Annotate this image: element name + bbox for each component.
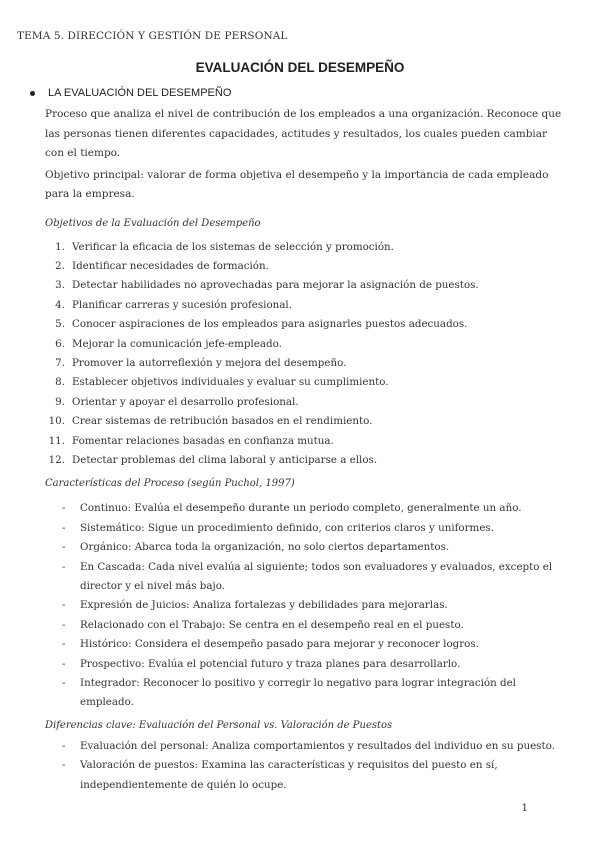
item-text: Establecer objetivos individuales y evaluar su cumplimiento. [72,376,389,389]
item-text: Mejorar la comunicación jefe-empleado. [72,337,282,350]
differences-list [28,737,568,795]
dash-marker: - [62,759,66,772]
objective-item [28,315,568,334]
item-text: Expresión de Juicios: Analiza fortalezas y debilidades para mejorarlas. [80,599,448,612]
dash-marker: - [62,657,66,670]
page-title: EVALUACIÓN DEL DESEMPEÑO [195,60,405,75]
characteristic-item [28,538,568,557]
objective-item [28,335,568,354]
dash-marker: - [62,502,66,515]
section-heading-text: LA EVALUACIÓN DEL DESEMPEÑO [48,87,232,99]
intro-paragraph: Proceso que analiza el nivel de contribución de los empleados a una organización. Reconoce que las personas tienen diferentes capacidades, actitudes y resultados, los cuales pueden cambiar con el tiempo. [45,108,562,159]
objective-item [28,432,568,451]
item-number: 12. [48,453,65,466]
item-number: 1. [55,240,65,253]
item-text: Conocer aspiraciones de los empleados para asignarles puestos adecuados. [72,318,468,331]
item-text: Continuo: Evalúa el desempeño durante un periodo completo, generalmente un año. [80,502,522,515]
objective-item [28,451,568,470]
objective-item [28,373,568,392]
dash-marker: - [62,638,66,651]
item-text: Sistemático: Sigue un procedimiento definido, con criterios claros y uniformes. [80,521,494,534]
dash-marker: - [62,599,66,612]
item-number: 4. [55,298,65,311]
characteristics-heading: Características del Proceso (según Puchol, 1997) [45,478,295,490]
item-number: 3. [55,279,65,292]
item-text: Identificar necesidades de formación. [72,259,269,272]
item-number: 8. [55,376,65,389]
objective-item [28,354,568,373]
item-text: Orgánico: Abarca toda la organización, no solo ciertos departamentos. [80,541,450,554]
characteristic-item [28,616,568,635]
item-number: 9. [55,395,65,408]
item-text: Integrador: Reconocer lo positivo y corregir lo negativo para lograr integración del empleado. [80,677,516,709]
objective-paragraph: Objetivo principal: valorar de forma objetiva el desempeño y la importancia de cada empleado para la empresa. [45,168,549,200]
item-text: Relacionado con el Trabajo: Se centra en el desempeño real en el puesto. [80,618,464,631]
item-text: Histórico: Considera el desempeño pasado para mejorar y reconocer logros. [80,638,479,651]
differences-heading: Diferencias clave: Evaluación del Personal vs. Valoración de Puestos [45,719,393,731]
item-text: Crear sistemas de retribución basados en el rendimiento. [72,415,373,428]
item-text: Detectar problemas del clima laboral y anticiparse a ellos. [72,453,378,466]
item-text: Evaluación del personal: Analiza comportamientos y resultados del individuo en su puesto. [80,739,555,752]
objective-item [28,296,568,315]
item-number: 6. [55,337,65,350]
difference-item [28,737,568,756]
dash-marker: - [62,560,66,573]
objective-item [28,257,568,276]
item-text: En Cascada: Cada nivel evalúa al siguiente; todos son evaluadores y evaluados, excepto el director y el nivel más bajo. [80,560,553,592]
page-number: 1 [521,802,528,814]
dash-marker: - [62,739,66,752]
dash-marker: - [62,541,66,554]
characteristic-item [28,596,568,615]
bullet-icon [30,91,35,96]
objective-item [28,393,568,412]
characteristic-item [28,674,568,713]
item-text: Valoración de puestos: Examina las características y requisitos del puesto en sí, independientemente de quién lo ocupe. [80,759,498,791]
dash-marker: - [62,677,66,690]
objective-item [28,276,568,295]
item-number: 7. [55,356,65,369]
characteristic-item [28,558,568,597]
objectives-heading: Objetivos de la Evaluación del Desempeño [45,217,261,229]
item-text: Orientar y apoyar el desarrollo profesional. [72,395,299,408]
characteristic-item [28,655,568,674]
section-heading [28,85,568,101]
item-text: Fomentar relaciones basadas en confianza mutua. [72,434,334,447]
item-number: 5. [55,318,65,331]
characteristics-list [28,499,568,712]
document-header: TEMA 5. DIRECCIÓN Y GESTIÓN DE PERSONAL [17,30,288,42]
characteristic-item [28,635,568,654]
item-text: Detectar habilidades no aprovechadas para mejorar la asignación de puestos. [72,279,479,292]
dash-marker: - [62,521,66,534]
objective-item [28,412,568,431]
main-section [28,85,568,795]
item-number: 11. [48,434,65,447]
dash-marker: - [62,618,66,631]
item-text: Prospectivo: Evalúa el potencial futuro y traza planes para desarrollarlo. [80,657,461,670]
item-number: 2. [55,259,65,272]
characteristic-item [28,519,568,538]
item-number: 10. [48,415,65,428]
difference-item [28,756,568,795]
objectives-list [28,238,568,471]
characteristic-item [28,499,568,518]
item-text: Promover la autorreflexión y mejora del desempeño. [72,356,347,369]
item-text: Planificar carreras y sucesión profesional. [72,298,292,311]
objective-item [28,238,568,257]
item-text: Verificar la eficacia de los sistemas de selección y promoción. [72,240,394,253]
